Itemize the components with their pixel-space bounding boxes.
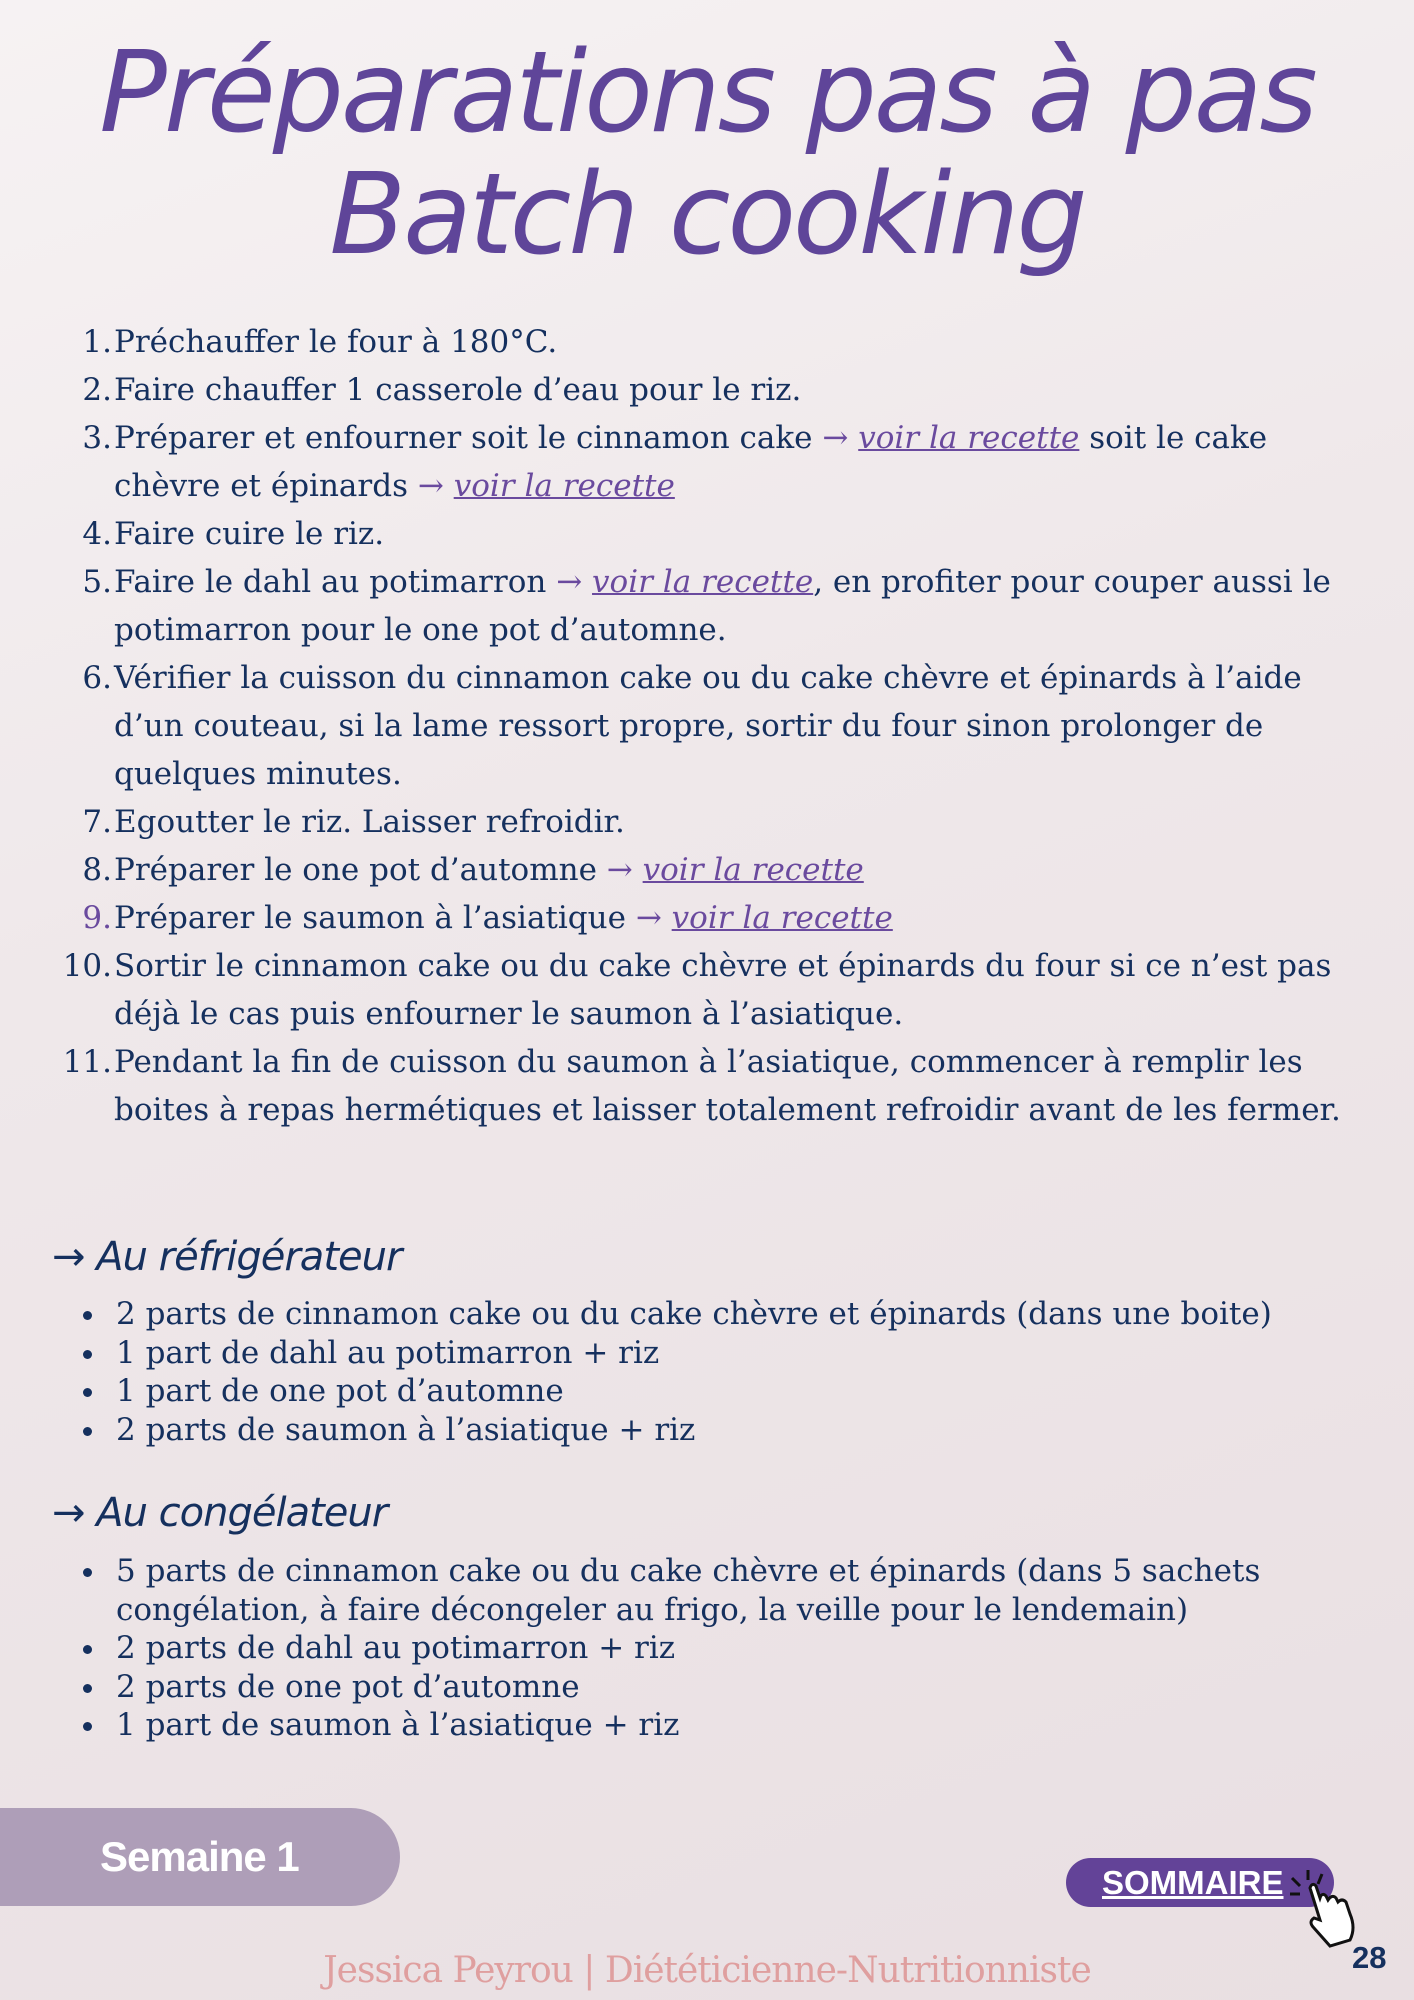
list-item: 1 part de one pot d’automne — [78, 1372, 1398, 1411]
arrow-icon: → — [52, 1490, 85, 1536]
step — [60, 798, 1380, 846]
arrow-icon: → — [417, 468, 444, 504]
step — [60, 414, 1380, 510]
week-label: Semaine 1 — [0, 1808, 400, 1906]
recipe-link-saumon[interactable]: voir la recette — [671, 900, 893, 936]
step-text: Sortir le cinnamon cake ou du cake chèvre et épinards du four si ce n’est pas déjà le cas puis enfourner le saumon à l’asiatique. — [114, 948, 1332, 1032]
recipe-link-dahl[interactable]: voir la recette — [592, 564, 814, 600]
step — [60, 366, 1380, 414]
list-item: 5 parts de cinnamon cake ou du cake chèvre et épinards (dans 5 sachets congélation, à faire décongeler au frigo, la veille pour le lendemain) — [78, 1552, 1328, 1629]
step-text: Faire cuire le riz. — [114, 516, 385, 552]
pointer-hand-icon — [1290, 1870, 1360, 1950]
step — [60, 510, 1380, 558]
arrow-icon: → — [635, 900, 662, 936]
arrow-icon: → — [556, 564, 583, 600]
fridge-heading — [52, 1234, 401, 1280]
freezer-heading — [52, 1490, 387, 1536]
step-number: 5. — [82, 564, 112, 600]
text: , en profiter pour couper aussi le potimarron pour le one pot d’automne. — [114, 564, 1331, 648]
step — [60, 558, 1380, 654]
step-number: 11. — [62, 1044, 112, 1080]
step-text: Préchauffer le four à 180°C. — [114, 324, 558, 360]
recipe-link-cinnamon-cake[interactable]: voir la recette — [858, 420, 1080, 456]
step-number: 9. — [82, 900, 112, 936]
list-item: 1 part de saumon à l’asiatique + riz — [78, 1706, 1328, 1745]
text: soit le cake chèvre et épinards — [114, 420, 1268, 504]
list-item: 2 parts de dahl au potimarron + riz — [78, 1629, 1328, 1668]
fridge-title: Au réfrigérateur — [96, 1234, 402, 1280]
text: Préparer le one pot d’automne — [114, 852, 607, 888]
summary-label: SOMMAIRE — [1102, 1864, 1284, 1901]
step — [60, 942, 1380, 1038]
freezer-title: Au congélateur — [96, 1490, 388, 1536]
step — [60, 318, 1380, 366]
step-text — [114, 846, 1380, 894]
step-number: 4. — [82, 516, 112, 552]
fridge-list — [78, 1295, 1398, 1449]
step-number: 6. — [82, 660, 112, 696]
list-item: 1 part de dahl au potimarron + riz — [78, 1334, 1398, 1373]
arrow-icon: → — [606, 852, 633, 888]
footer-author: Jessica Peyrou | Diététicienne-Nutritionniste — [323, 1950, 1091, 1991]
step-text: Pendant la fin de cuisson du saumon à l’asiatique, commencer à remplir les boites à repas hermétiques et laisser totalement refroidir avant de les fermer. — [114, 1044, 1341, 1128]
step — [60, 894, 1380, 942]
step — [60, 654, 1380, 798]
title-line-2: Batch cooking — [329, 150, 1085, 280]
step-number: 2. — [82, 372, 112, 408]
list-item: 2 parts de saumon à l’asiatique + riz — [78, 1411, 1398, 1450]
step-number: 8. — [82, 852, 112, 888]
step-text: Egoutter le riz. Laisser refroidir. — [114, 804, 625, 840]
step-number: 1. — [82, 324, 112, 360]
freezer-list — [78, 1552, 1328, 1745]
list-item: 2 parts de one pot d’automne — [78, 1668, 1328, 1707]
text: Préparer le saumon à l’asiatique — [114, 900, 636, 936]
title-line-1: Préparations pas à pas — [99, 28, 1315, 158]
arrow-icon: → — [822, 420, 849, 456]
arrow-icon: → — [52, 1234, 85, 1280]
step-text: Vérifier la cuisson du cinnamon cake ou du cake chèvre et épinards à l’aide d’un couteau, si la lame ressort propre, sortir du four sinon prolonger de quelques minutes. — [114, 660, 1302, 792]
page-number: 28 — [1352, 1940, 1387, 1975]
recipe-link-cake-chevre[interactable]: voir la recette — [453, 468, 675, 504]
step-number: 7. — [82, 804, 112, 840]
text: Faire le dahl au potimarron — [114, 564, 557, 600]
step — [60, 846, 1380, 894]
step-text — [114, 558, 1380, 654]
steps-list — [60, 318, 1380, 1134]
recipe-link-one-pot[interactable]: voir la recette — [642, 852, 864, 888]
step-text — [114, 894, 1380, 942]
step-text: Faire chauffer 1 casserole d’eau pour le riz. — [114, 372, 802, 408]
step — [60, 1038, 1380, 1134]
step-text — [114, 414, 1380, 510]
text: Préparer et enfourner soit le cinnamon cake — [114, 420, 823, 456]
step-number: 3. — [82, 420, 112, 456]
step-number: 10. — [62, 948, 112, 984]
list-item: 2 parts de cinnamon cake ou du cake chèvre et épinards (dans une boite) — [78, 1295, 1398, 1334]
